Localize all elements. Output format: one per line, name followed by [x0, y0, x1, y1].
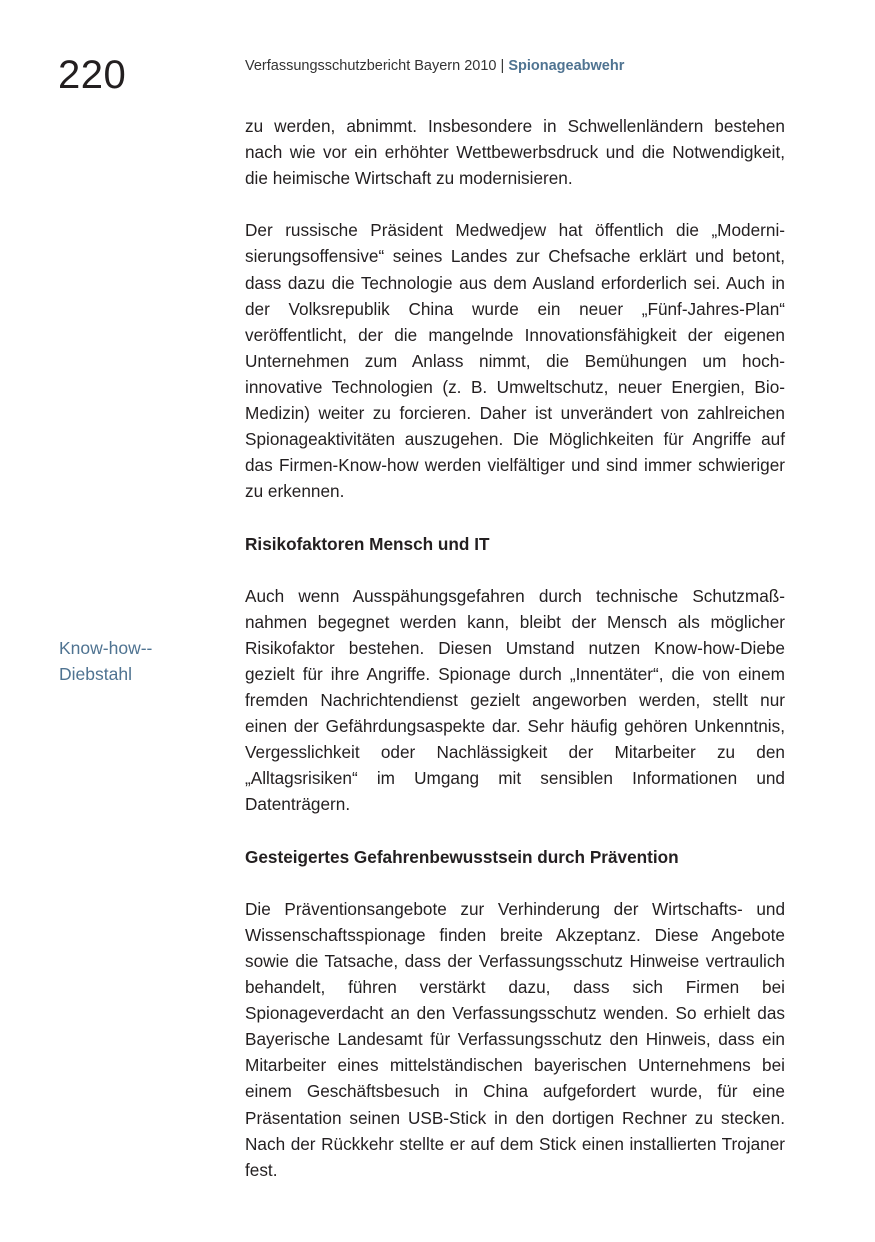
paragraph-modernization: Der russische Präsident Medwedjew hat öffentlich die „Modernisierungsoffensive“ seines Landes zur Chefsache erklärt und betont, dass dazu die Technologie aus dem Ausland erforderlich sei. Auch in der Volksrepublik China wurde ein neuer „Fünf-Jahres-Plan“ veröffentlicht, der die mangelnde Innovationsfähigkeit der eigenen Unternehmen zum Anlass nimmt, die Bemühungen um hoch-innovative Technologien (z. B. Umweltschutz, neuer Energien, Bio-Medizin) weiter zu forcieren. Daher ist unverändert von zahlreichen Spionageaktivitäten auszugehen. Die Möglichkeiten für Angriffe auf das Firmen-Know-how werden vielfältiger und sind immer schwieriger zu erkennen.: [245, 220, 785, 502]
paragraph-intro-continuation: zu werden, abnimmt. Insbesondere in Schwellenländern bestehen nach wie vor ein erhöhter Wettbewerbsdruck und die Notwendigkeit, die heimische Wirtschaft zu modernisieren.: [245, 116, 785, 189]
main-content: [245, 113, 785, 1209]
publication-title: Verfassungsschutzbericht Bayern 2010: [245, 58, 497, 74]
heading-prevention: Gesteigertes Gefahrenbewusstsein durch Prävention: [245, 846, 679, 867]
header-separator: |: [496, 58, 509, 74]
section-title: Spionageabwehr: [508, 58, 625, 74]
heading-risk-factors: Risikofaktoren Mensch und IT: [245, 533, 490, 554]
running-header: [245, 57, 624, 75]
margin-note: Know-how-Diebstahl: [59, 638, 153, 684]
page-number: 220: [58, 53, 127, 97]
paragraph-human-risk: Auch wenn Ausspähungsgefahren durch technische Schutzmaßnahmen begegnet werden kann, bleibt der Mensch als möglicher Risikofaktor bestehen. Diesen Umstand nutzen Know-how-Diebe gezielt für ihre Angriffe. Spionage durch „Innentäter“, die von einem fremden Nachrichtendienst gezielt angeworben werden, stellt nur einen der Gefährdungsaspekte dar. Sehr häufig gehören Unkenntnis, Vergesslichkeit oder Nachlässigkeit der Mitarbeiter zu den „Alltagsrisiken“ im Umgang mit sensiblen Informationen und Datenträgern.: [245, 585, 785, 815]
paragraph-prevention: Die Präventionsangebote zur Verhinderung der Wirtschafts- und Wissenschaftsspionage finden breite Akzeptanz. Diese Angebote sowie die Tatsache, dass der Verfassungsschutz Hinweise vertraulich behandelt, führen verstärkt dazu, dass sich Firmen bei Spionageverdacht an den Verfassungsschutz wenden. So erhielt das Bayerische Landesamt für Verfassungsschutz den Hinweis, dass ein Mitarbeiter eines mittelständischen bayerischen Unternehmens bei einem Geschäftsbesuch in China aufgefordert wurde, für eine Präsentation seinen USB-Stick in den dortigen Rechner zu stecken. Nach der Rückkehr stellte er auf dem Stick einen installierten Trojaner fest.: [245, 898, 785, 1180]
